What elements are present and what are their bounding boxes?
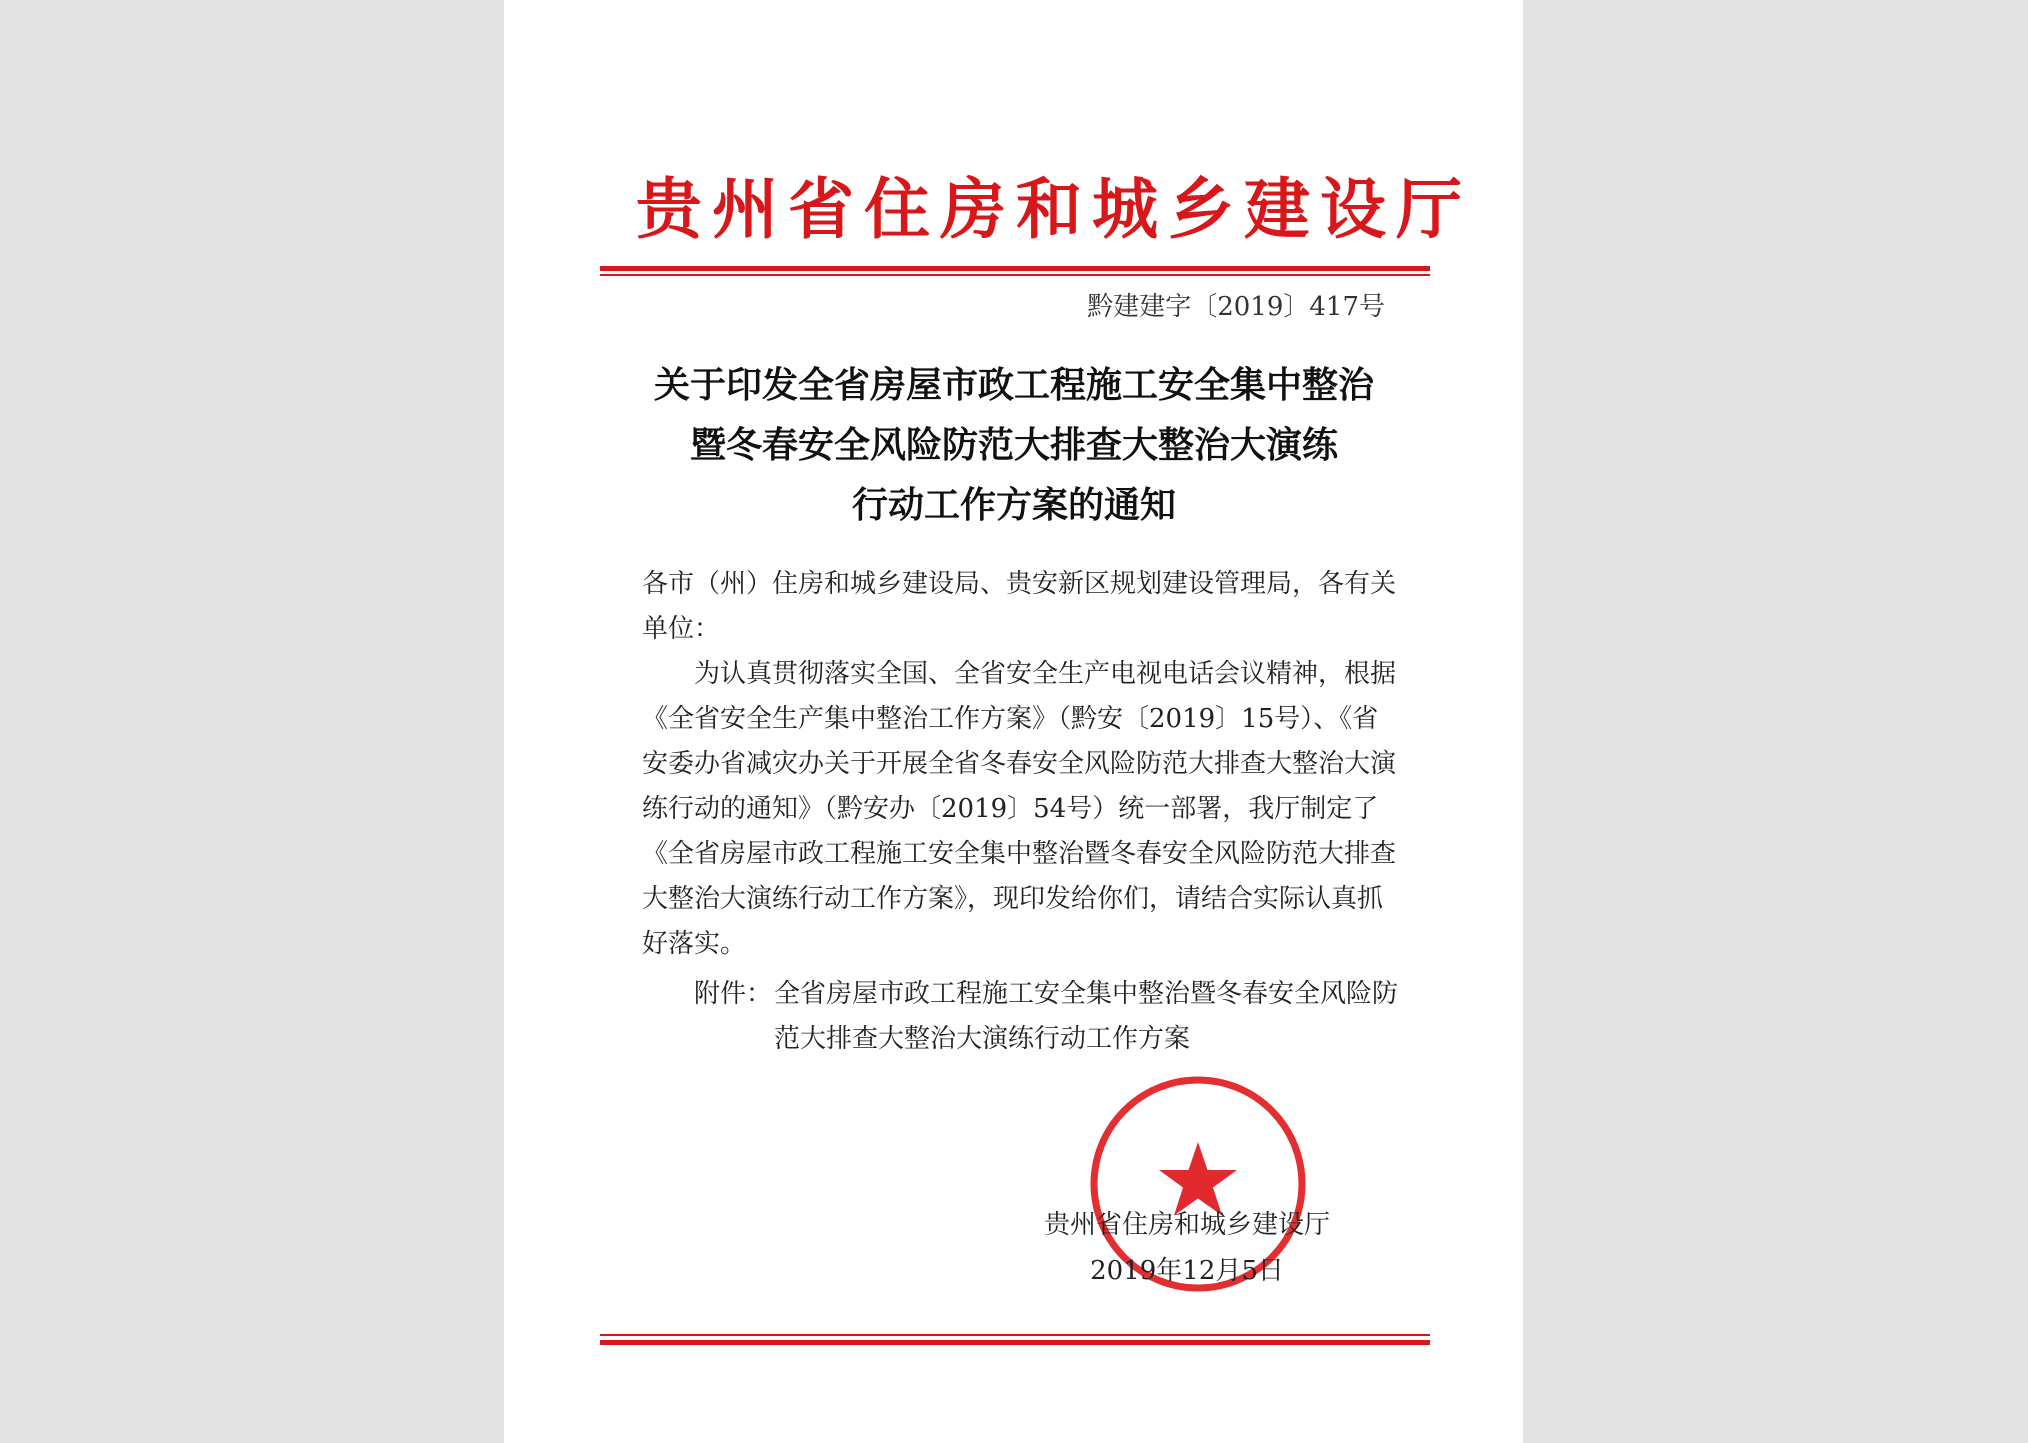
footer-divider-thin — [600, 1334, 1430, 1336]
signature-block — [1044, 1202, 1330, 1294]
issuing-organization-header: 贵州省住房和城乡建设厅 — [636, 171, 1472, 248]
title-line-1: 关于印发全省房屋市政工程施工安全集中整治 — [653, 365, 1374, 406]
document-body — [642, 562, 1402, 967]
document-number: 黔建建字〔2019〕417号 — [1087, 292, 1385, 322]
signing-date: 2019年12月5日 — [1090, 1256, 1284, 1286]
attachment-label: 附件： — [694, 979, 773, 1009]
signing-organization: 贵州省住房和城乡建设厅 — [1044, 1210, 1331, 1240]
attachment-content: 全省房屋市政工程施工安全集中整治暨冬春安全风险防范大排查大整治大演练行动工作方案 — [774, 979, 1399, 1054]
document-title — [604, 356, 1424, 536]
title-line-3: 行动工作方案的通知 — [851, 485, 1176, 526]
document-page — [504, 0, 1523, 1443]
attachment — [694, 972, 1414, 1062]
body-paragraph: 为认真贯彻落实全国、全省安全生产电视电话会议精神，根据《全省安全生产集中整治工作方案》（黔安〔2019〕15号）、《省安委办省减灾办关于开展全省冬春安全风险防范大排查大整治大演练行动的通知》（黔安办〔2019〕54号）统一部署，我厅制定了《全省房屋市政工程施工安全集中整治暨冬春安全风险防范大排查大整治大演练行动工作方案》，现印发给你们，请结合实际认真抓好落实。 — [642, 659, 1397, 959]
title-line-2: 暨冬春安全风险防范大排查大整治大演练 — [689, 425, 1338, 466]
recipients: 各市（州）住房和城乡建设局、贵安新区规划建设管理局，各有关单位： — [642, 569, 1397, 644]
header-divider-thin — [600, 274, 1430, 276]
header-divider-thick — [600, 266, 1430, 271]
footer-divider-thick — [600, 1340, 1430, 1345]
